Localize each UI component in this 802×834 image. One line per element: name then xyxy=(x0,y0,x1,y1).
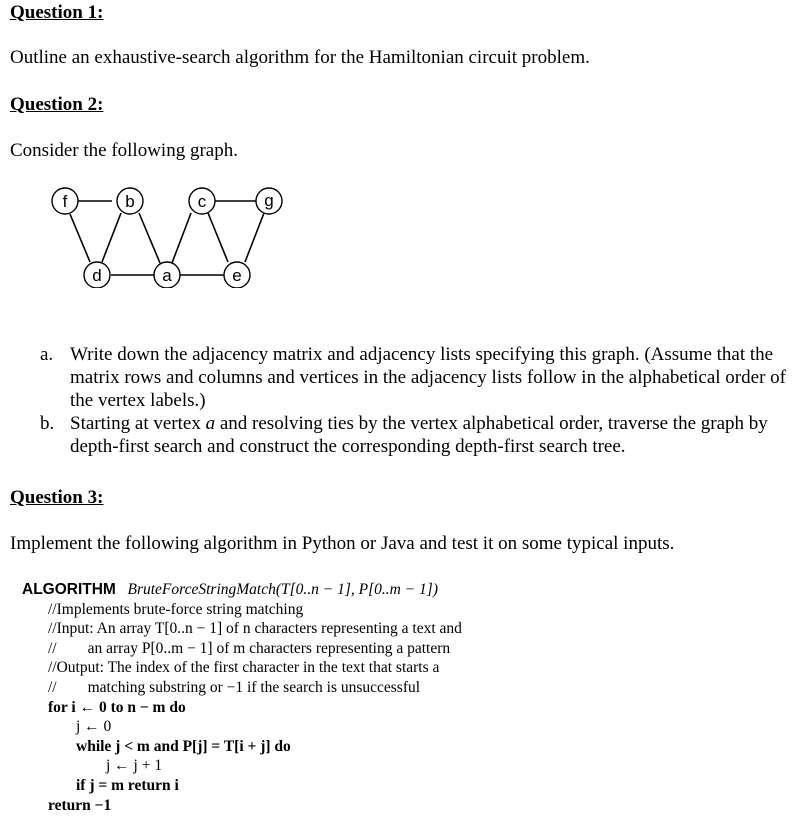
item-b-text-after: and resolving ties by the vertex alphabetical order, traverse the graph by depth-first search and construct the corresponding depth-first search tree. xyxy=(70,413,768,457)
edge-b-a xyxy=(139,213,160,263)
algo-if-line: if j = m return i xyxy=(76,776,179,794)
edge-b-d xyxy=(102,213,121,262)
algorithm-header xyxy=(22,580,462,600)
algo-comment-4: //Output: The index of the first character in the text that starts a xyxy=(48,659,440,677)
algo-comment-1: //Implements brute-force string matching xyxy=(48,600,304,618)
question-3-heading: Question 3: xyxy=(10,487,104,508)
vertex-f-label: f xyxy=(62,192,68,211)
question-2-intro: Consider the following graph. xyxy=(10,140,238,161)
item-b-text xyxy=(70,412,790,458)
item-b-label: b. xyxy=(40,413,55,434)
question-2-items xyxy=(40,343,790,458)
algo-assign-j: j ← 0 xyxy=(76,718,112,736)
undirected-graph xyxy=(38,178,300,288)
vertex-d-label: d xyxy=(92,266,102,285)
algo-for-line: for i ← 0 to n − m do xyxy=(48,698,186,716)
question-3-text: Implement the following algorithm in Python or Java and test it on some typical inputs. xyxy=(10,533,675,554)
algo-increment-j: j ← j + 1 xyxy=(106,757,163,775)
algo-return-line: return −1 xyxy=(48,796,112,814)
vertex-c-label: c xyxy=(197,192,207,211)
item-a-label: a. xyxy=(40,344,54,365)
edge-f-d xyxy=(70,214,90,262)
item-a-text: Write down the adjacency matrix and adjacency lists specifying this graph. (Assume that the matrix rows and columns and vertices in the adjacency lists follow in the alphabetical order of the vertex labels.) xyxy=(70,344,786,411)
algorithm-signature: BruteForceStringMatch(T[0..n − 1], P[0..m − 1]) xyxy=(127,581,438,598)
algo-comment-3: // an array P[0..m − 1] of m characters representing a pattern xyxy=(48,639,451,657)
item-b-text-before: Starting at vertex xyxy=(70,413,206,434)
edge-g-e xyxy=(245,213,264,262)
vertex-g-label: g xyxy=(264,191,274,210)
algo-comment-5: // matching substring or −1 if the search is unsuccessful xyxy=(48,678,421,696)
edge-c-a xyxy=(172,213,191,263)
vertex-a-label: a xyxy=(162,266,172,285)
item-b-vertex-var: a xyxy=(205,413,216,434)
vertex-b-label: b xyxy=(125,192,135,211)
question-2-item-b xyxy=(40,412,790,458)
algorithm-keyword: ALGORITHM xyxy=(22,581,116,598)
question-1-heading: Question 1: xyxy=(10,2,104,23)
algo-comment-2: //Input: An array T[0..n − 1] of n characters representing a text and xyxy=(48,620,462,638)
question-2-item-a xyxy=(40,343,790,412)
algo-while-line: while j < m and P[j] = T[i + j] do xyxy=(76,737,291,755)
algorithm-pseudocode xyxy=(22,580,462,815)
edge-c-e xyxy=(208,213,228,262)
question-2-heading: Question 2: xyxy=(10,94,104,115)
question-1-text: Outline an exhaustive-search algorithm for the Hamiltonian circuit problem. xyxy=(10,47,590,68)
vertex-e-label: e xyxy=(232,266,242,285)
